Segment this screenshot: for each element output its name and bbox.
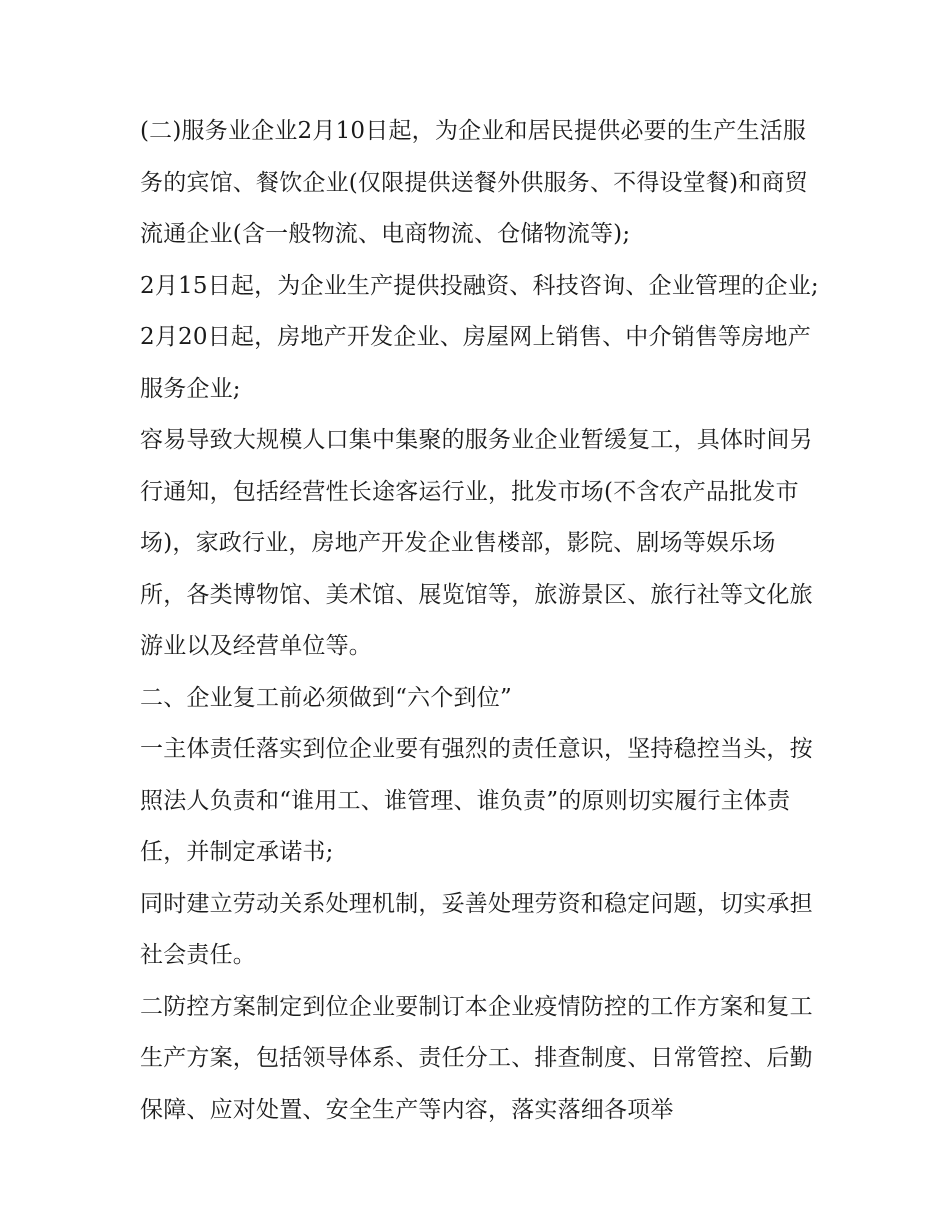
paragraph-main-responsibility: 一主体责任落实到位企业要有强烈的责任意识，坚持稳控当头，按照法人负责和“谁用工、谁管理、谁负责”的原则切实履行主体责任，并制定承诺书; <box>140 736 813 865</box>
section-heading-six-in-place: 二、企业复工前必须做到“六个到位” <box>140 684 512 711</box>
paragraph-service-industry-feb10: (二)服务业企业2月10日起，为企业和居民提供必要的生产生活服务的宾馆、餐饮企业(仅限提供送餐外供服务、不得设堂餐)和商贸流通企业(含一般物流、电商物流、仓储物流等); <box>140 118 808 247</box>
paragraph-feb15-feb20: 2月15日起，为企业生产提供投融资、科技咨询、企业管理的企业; 2月20日起，房地产开发企业、房屋网上销售、中介销售等房地产服务企业; <box>140 272 819 402</box>
paragraph-labor-relations: 同时建立劳动关系处理机制，妥善处理劳资和稳定问题，切实承担社会责任。 <box>140 890 813 968</box>
paragraph-prevention-plan: 二防控方案制定到位企业要制订本企业疫情防控的工作方案和复工生产方案，包括领导体系、责任分工、排查制度、日常管控、后勤保障、应对处置、安全生产等内容，落实落细各项举 <box>140 993 813 1123</box>
paragraph-postponed-resumption: 容易导致大规模人口集中集聚的服务业企业暂缓复工，具体时间另行通知，包括经营性长途客运行业，批发市场(不含农产品批发市场)，家政行业，房地产开发企业售楼部，影院、剧场等娱乐场所，各类博物馆、美术馆、展览馆等，旅游景区、旅行社等文化旅游业以及经营单位等。 <box>140 427 813 659</box>
document-body <box>140 106 820 1136</box>
